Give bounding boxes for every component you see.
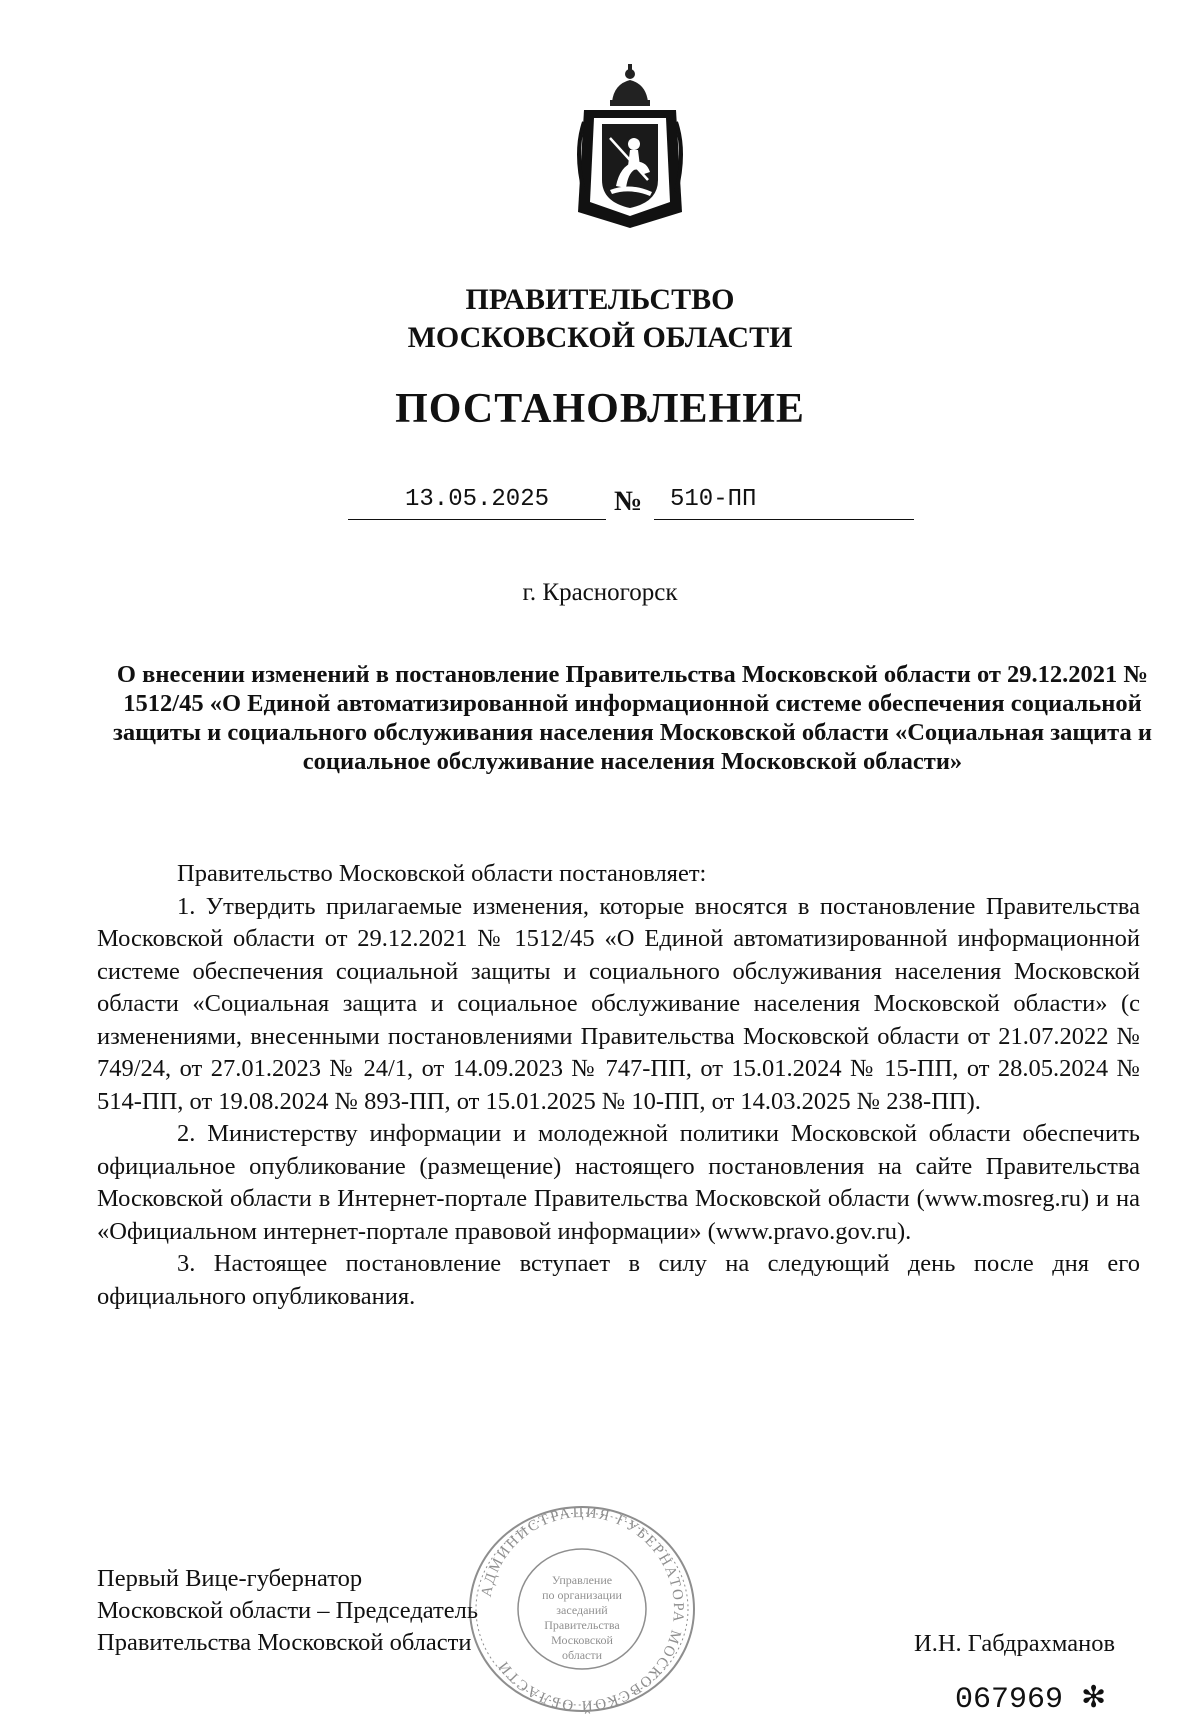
svg-text:по организации: по организации [542,1588,622,1602]
document-type-title: ПОСТАНОВЛЕНИЕ [395,386,805,432]
signatory-position [97,1563,478,1659]
government-name-line2: МОСКОВСКОЙ ОБЛАСТИ [407,321,793,354]
signatory-position-line1: Первый Вице-губернатор [97,1565,363,1592]
svg-text:Московской: Московской [551,1633,613,1647]
body-item-2: 2. Министерству информации и молодежной политики Московской области обеспечить официальное опубликование (размещение) настоящего постановления на сайте Правительства Московской области в Интернет-портале Правительства Московской области (www.mosreg.ru) и на «Официальном интернет-портале правовой информации» (www.pravo.gov.ru). [97,1120,1140,1245]
number-sign: № [614,486,643,517]
document-subject: О внесении изменений в постановление Правительства Московской области от 29.12.2021 № 1512/45 «О Единой автоматизированной информационной системе обеспечения социальной защиты и социального обслуживания населения Московской области «Социальная защита и социальное обслуживание населения Московской области» [112,661,1152,775]
body-intro: Правительство Московской области постановляет: [177,860,707,887]
svg-text:области: области [561,1648,603,1662]
svg-text:АДМИНИСТРАЦИЯ ГУБЕРНАТОРА МОСК: АДМИНИСТРАЦИЯ ГУБЕРНАТОРА МОСКОВСКОЙ ОБЛАСТИ [478,1504,687,1714]
date-number-line [348,476,914,520]
document-date: 13.05.2025 [348,486,606,520]
registration-star-mark: ✻ [1081,1680,1107,1715]
svg-text:заседаний: заседаний [556,1603,608,1617]
document-body [97,858,1140,1313]
signatory-position-line2: Московской области – Председатель [97,1597,479,1624]
official-stamp [462,1502,702,1716]
svg-text:Управление: Управление [551,1573,613,1587]
coat-of-arms-emblem [570,62,690,230]
document-number: 510-ПП [654,486,914,520]
government-name-line1: ПРАВИТЕЛЬСТВО [465,283,735,316]
body-item-1: 1. Утвердить прилагаемые изменения, которые вносятся в постановление Правительства Московской области от 29.12.2021 № 1512/45 «О Единой автоматизированной информационной системе обеспечения социальной защиты и социального обслуживания населения Московской области «Социальная защита и социальное обслуживание населения Московской области» (с изменениями, внесенными постановлениями Правительства Московской области от 21.07.2022 № 749/24, от 27.01.2023 № 24/1, от 14.09.2023 № 747-ПП, от 15.01.2024 № 15-ПП, от 28.05.2024 № 514-ПП, от 19.08.2024 № 893-ПП, от 15.01.2025 № 10-ПП, от 14.03.2025 № 238-ПП). [97,892,1140,1115]
document-city: г. Красногорск [522,579,678,606]
svg-text:Правительства: Правительства [544,1618,620,1632]
body-item-3: 3. Настоящее постановление вступает в силу на следующий день после дня его официального опубликования. [97,1250,1140,1310]
registration-number [955,1680,1106,1717]
signatory-name: И.Н. Габдрахманов [914,1630,1116,1657]
registration-number-value: 067969 [955,1683,1064,1717]
signatory-position-line3: Правительства Московской области [97,1629,472,1656]
